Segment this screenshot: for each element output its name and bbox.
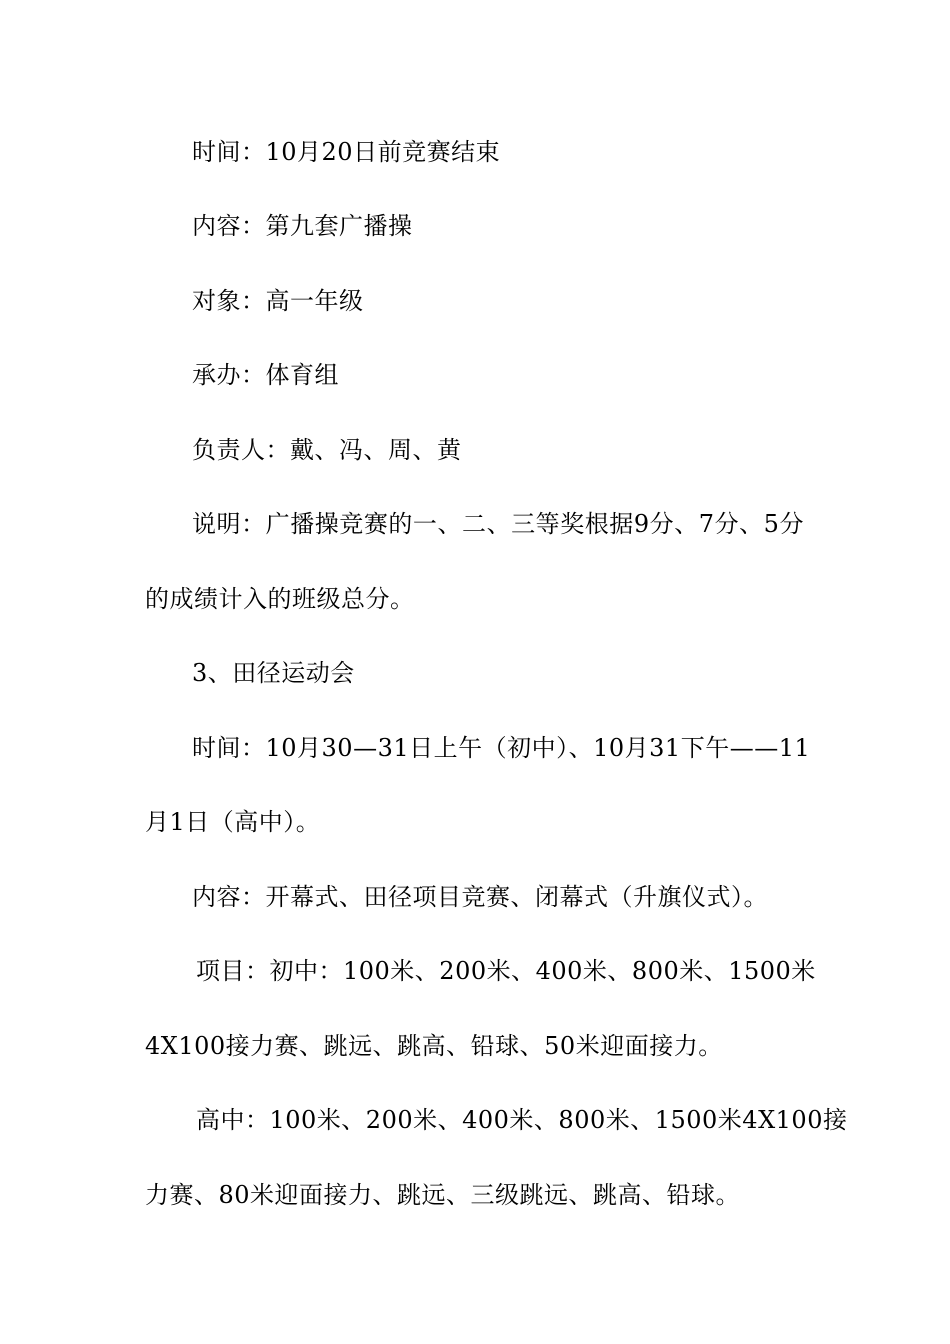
time-line-broadcast: 时间：10月20日前竞赛结束 — [192, 138, 501, 166]
events-line-junior-continued: 4X100接力赛、跳远、跳高、铅球、50米迎面接力。 — [145, 1032, 723, 1060]
events-line-junior: 项目：初中：100米、200米、400米、800米、1500米 — [196, 957, 816, 985]
target-line: 对象：高一年级 — [192, 287, 364, 315]
events-line-senior: 高中：100米、200米、400米、800米、1500米4X100接 — [196, 1106, 848, 1134]
content-line-track-meet: 内容：开幕式、田径项目竞赛、闭幕式（升旗仪式）。 — [192, 883, 768, 911]
time-line-track-meet: 时间：10月30—31日上午（初中）、10月31下午——11 — [192, 734, 811, 762]
note-line: 说明：广播操竞赛的一、二、三等奖根据9分、7分、5分 — [192, 510, 804, 538]
content-line-broadcast: 内容：第九套广播操 — [192, 212, 413, 240]
section-heading-track-meet: 3、田径运动会 — [192, 659, 355, 687]
note-line-continued: 的成绩计入的班级总分。 — [145, 585, 415, 613]
events-line-senior-continued: 力赛、80米迎面接力、跳远、三级跳远、跳高、铅球。 — [145, 1181, 741, 1209]
time-line-track-meet-continued: 月1日（高中）。 — [145, 808, 321, 836]
responsible-line: 负责人：戴、冯、周、黄 — [192, 436, 462, 464]
organizer-line: 承办：体育组 — [192, 361, 339, 389]
